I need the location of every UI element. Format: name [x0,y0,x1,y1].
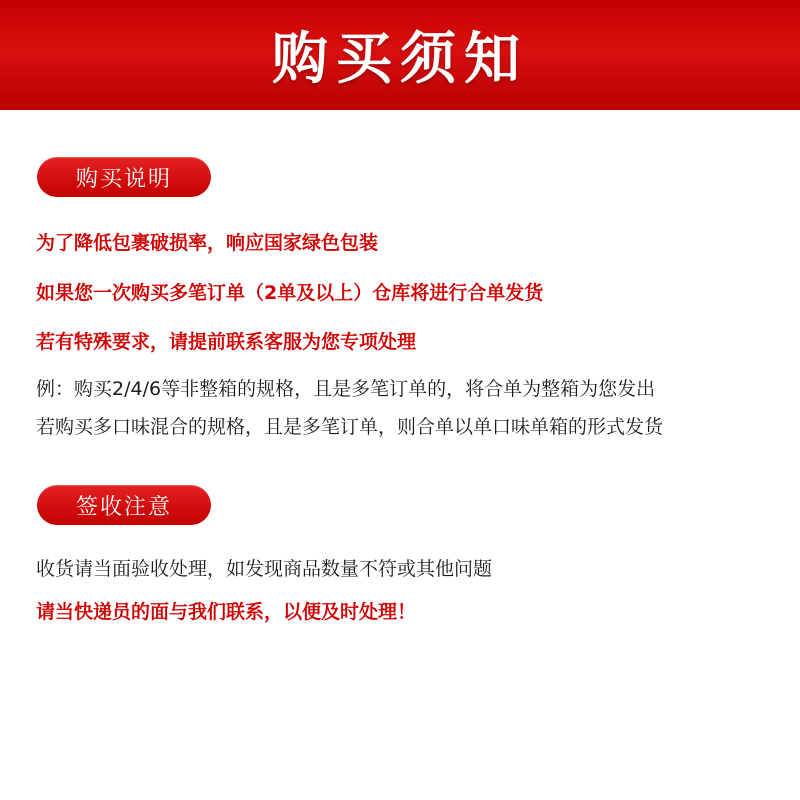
purchase-line-5: 若购买多口味混合的规格，且是多笔订单，则合单以单口味单箱的形式发货 [36,416,664,438]
header-banner [0,0,800,110]
purchase-line-4: 例：购买2/4/6等非整箱的规格，且是多笔订单的，将合单为整箱为您发出 [36,378,656,400]
receipt-line-2: 请当快递员的面与我们联系，以便及时处理！ [36,601,417,623]
purchase-line-2: 如果您一次购买多笔订单（2单及以上）仓库将进行合单发货 [36,282,544,304]
section-badge-purchase: 购买说明 [37,157,211,197]
receipt-line-1: 收货请当面验收处理，如发现商品数量不符或其他问题 [36,558,493,580]
page-title: 购买须知 [272,27,528,92]
purchase-line-3: 若有特殊要求，请提前联系客服为您专项处理 [36,331,417,353]
purchase-line-1: 为了降低包裹破损率，响应国家绿色包装 [36,232,379,254]
section-badge-receipt: 签收注意 [37,485,211,525]
